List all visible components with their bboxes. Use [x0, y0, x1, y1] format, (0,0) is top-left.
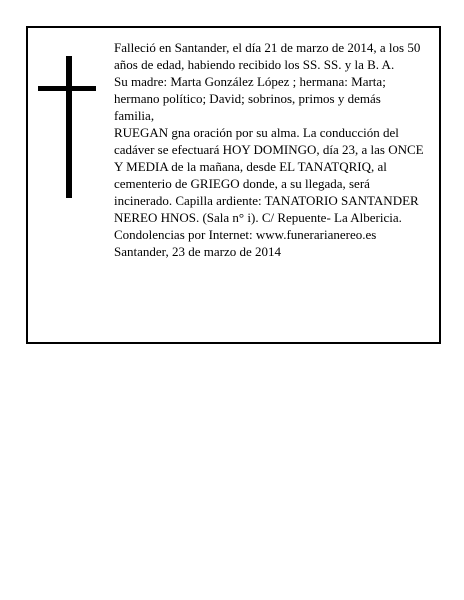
notice-paragraph-family: Su madre: Marta González López ; hermana: Marta; hermano político; David; sobrinos, primos y demás familia,	[114, 74, 386, 123]
cross-horizontal-bar	[38, 86, 96, 91]
notice-paragraph-date: Santander, 23 de marzo de 2014	[114, 244, 281, 259]
notice-paragraph-death: Falleció en Santander, el día 21 de marzo de 2014, a los 50 años de edad, habiendo recibido los SS. SS. y la B. A.	[114, 40, 421, 72]
notice-paragraph-condolences: Condolencias por Internet: www.funerarianereo.es	[114, 227, 377, 242]
notice-text	[114, 39, 424, 260]
notice-paragraph-ceremony: RUEGAN gna oración por su alma. La conducción del cadáver se efectuará HOY DOMINGO, día 23, a las ONCE Y MEDIA de la mañana, desde EL TANATQRIQ, al cementerio de GRIEGO donde, a su llegada, será incinerado. Capilla ardiente: TANATORIO SANTANDER NEREO HNOS. (Sala n° i). C/ Repuente- La Albericia.	[114, 125, 424, 225]
cross-vertical-bar	[66, 56, 72, 198]
death-notice-box	[26, 26, 441, 344]
